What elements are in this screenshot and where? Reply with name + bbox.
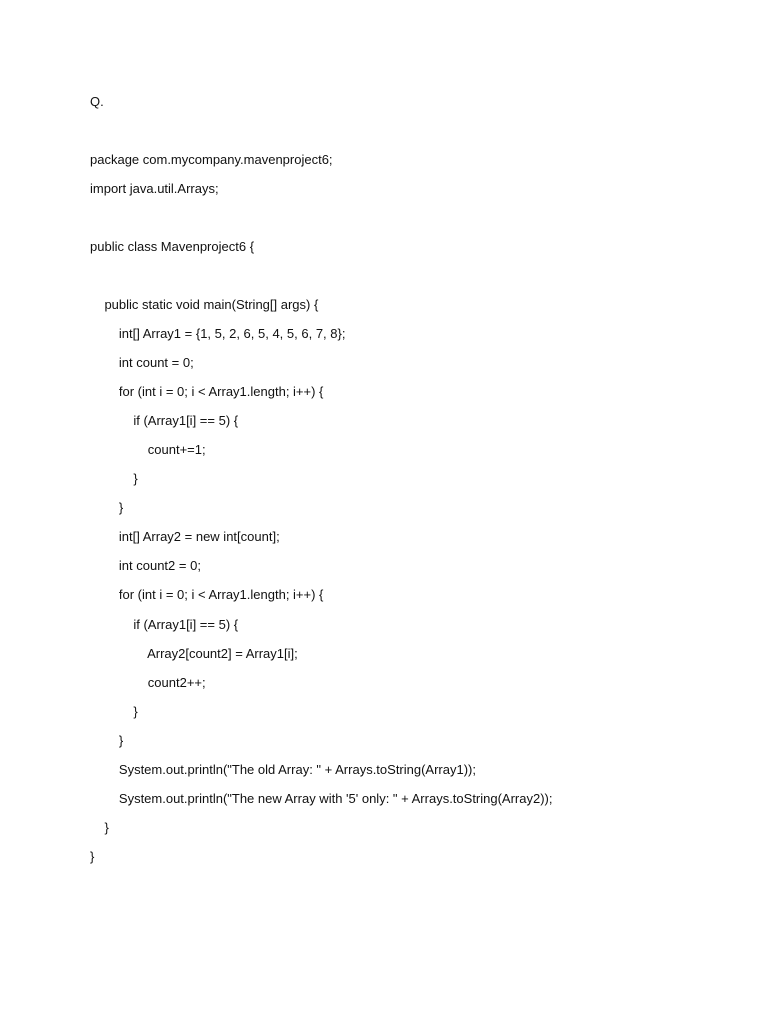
code-line-array2: int[] Array2 = new int[count]; [90,529,280,544]
code-line-print-new-array: System.out.println("The new Array with '5' only: " + Arrays.toString(Array2)); [90,791,553,806]
code-line-array2-assign: Array2[count2] = Array1[i]; [90,646,298,661]
code-line-print-old-array: System.out.println("The old Array: " + Arrays.toString(Array1)); [90,762,476,777]
code-line-import: import java.util.Arrays; [90,181,219,196]
code-line-count-init: int count = 0; [90,355,194,370]
code-line-array1: int[] Array1 = {1, 5, 2, 6, 5, 4, 5, 6, 7, 8}; [90,326,346,341]
code-line-close-first-if: } [90,471,138,486]
code-line-count-increment: count+=1; [90,442,206,457]
code-line-close-main: } [90,820,109,835]
code-line-second-loop: for (int i = 0; i < Array1.length; i++) { [90,587,324,602]
code-line-package: package com.mycompany.mavenproject6; [90,152,333,167]
code-line-count2-init: int count2 = 0; [90,558,201,573]
code-line-close-second-loop: } [90,733,124,748]
code-line-first-if: if (Array1[i] == 5) { [90,413,239,428]
question-label: Q. [90,94,104,109]
code-line-close-class: } [90,849,95,864]
code-line-count2-increment: count2++; [90,675,206,690]
code-line-class-declaration: public class Mavenproject6 { [90,239,255,254]
code-line-main-method: public static void main(String[] args) { [90,297,319,312]
code-line-first-loop: for (int i = 0; i < Array1.length; i++) { [90,384,324,399]
code-line-close-second-if: } [90,704,138,719]
code-line-second-if: if (Array1[i] == 5) { [90,617,239,632]
code-line-close-first-loop: } [90,500,124,515]
